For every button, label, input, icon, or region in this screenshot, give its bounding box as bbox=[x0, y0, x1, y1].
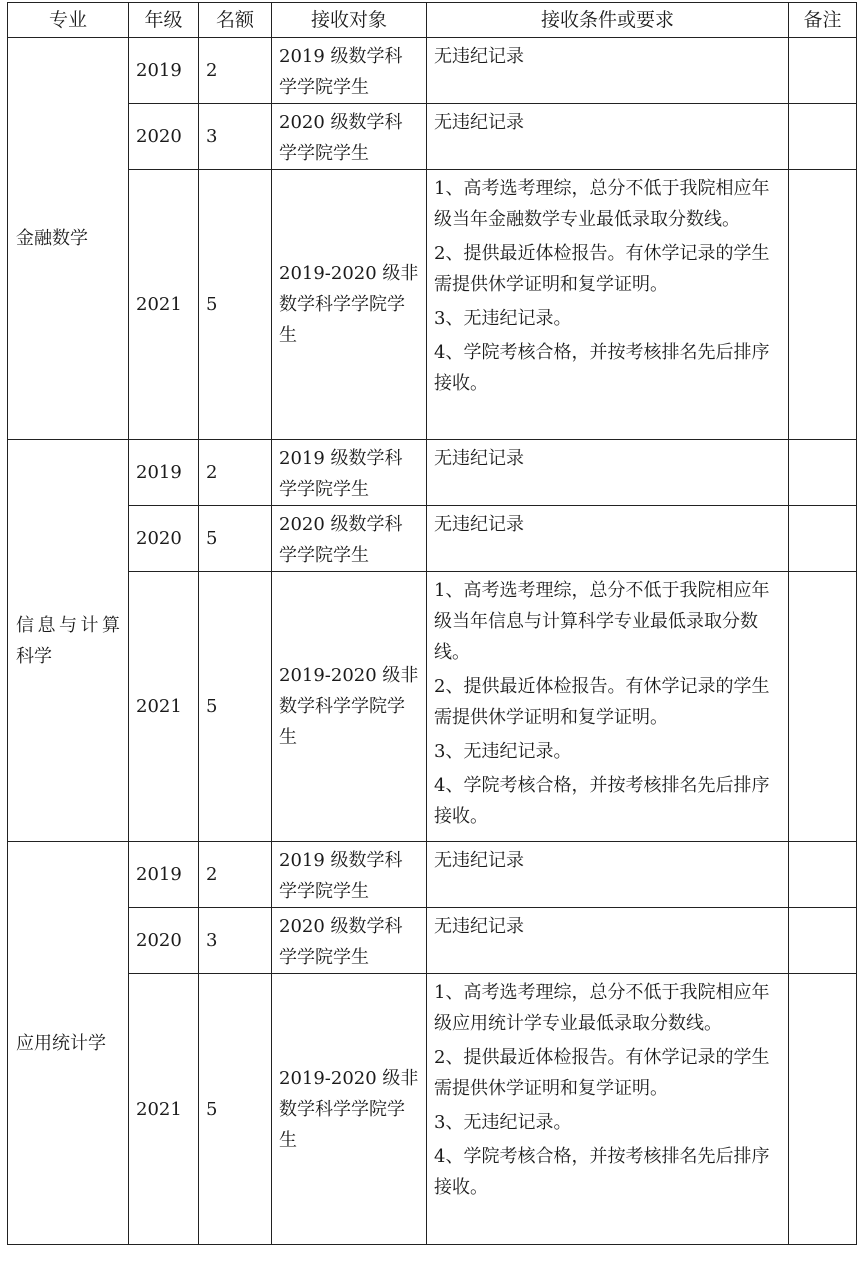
conditions-cell bbox=[427, 506, 789, 572]
conditions-cell bbox=[427, 842, 789, 908]
header-row bbox=[8, 3, 857, 38]
quota-cell: 3 bbox=[199, 104, 272, 170]
table-row bbox=[8, 908, 857, 974]
condition-item: 1、高考选考理综，总分不低于我院相应年级应用统计学专业最低录取分数线。 bbox=[434, 982, 770, 1034]
conditions-cell bbox=[427, 440, 789, 506]
target-cell: 2019 级数学科学学院学生 bbox=[272, 842, 427, 908]
admission-table bbox=[7, 2, 857, 1245]
target-cell: 2019 级数学科学学院学生 bbox=[272, 440, 427, 506]
major-cell: 金融数学 bbox=[8, 38, 129, 440]
header-target: 接收对象 bbox=[272, 3, 427, 38]
target-cell: 2019-2020 级非数学科学学院学生 bbox=[272, 974, 427, 1245]
conditions-cell bbox=[427, 908, 789, 974]
condition-item: 3、无违纪记录。 bbox=[434, 741, 572, 762]
table-body bbox=[8, 38, 857, 1245]
remark-cell bbox=[789, 572, 857, 842]
header-remarks: 备注 bbox=[789, 3, 857, 38]
condition-item: 无违纪记录 bbox=[434, 46, 524, 67]
condition-item: 无违纪记录 bbox=[434, 112, 524, 133]
target-cell: 2020 级数学科学学院学生 bbox=[272, 908, 427, 974]
condition-item: 2、提供最近体检报告。有休学记录的学生需提供休学证明和复学证明。 bbox=[434, 676, 770, 728]
grade-cell: 2021 bbox=[129, 974, 199, 1245]
condition-item: 4、学院考核合格，并按考核排名先后排序接收。 bbox=[434, 342, 770, 394]
condition-item: 无违纪记录 bbox=[434, 448, 524, 469]
target-cell: 2019-2020 级非数学科学学院学生 bbox=[272, 572, 427, 842]
grade-cell: 2021 bbox=[129, 170, 199, 440]
condition-item: 3、无违纪记录。 bbox=[434, 308, 572, 329]
major-cell: 信息与计算科学 bbox=[8, 440, 129, 842]
quota-cell: 5 bbox=[199, 572, 272, 842]
header-grade: 年级 bbox=[129, 3, 199, 38]
remark-cell bbox=[789, 974, 857, 1245]
grade-cell: 2020 bbox=[129, 908, 199, 974]
grade-cell: 2019 bbox=[129, 440, 199, 506]
remark-cell bbox=[789, 38, 857, 104]
remark-cell bbox=[789, 170, 857, 440]
condition-item: 1、高考选考理综，总分不低于我院相应年级当年信息与计算科学专业最低录取分数线。 bbox=[434, 580, 770, 663]
header-conditions: 接收条件或要求 bbox=[427, 3, 789, 38]
quota-cell: 2 bbox=[199, 842, 272, 908]
target-cell: 2020 级数学科学学院学生 bbox=[272, 506, 427, 572]
condition-item: 1、高考选考理综，总分不低于我院相应年级当年金融数学专业最低录取分数线。 bbox=[434, 178, 770, 230]
condition-item: 4、学院考核合格，并按考核排名先后排序接收。 bbox=[434, 1146, 770, 1198]
target-cell: 2019 级数学科学学院学生 bbox=[272, 38, 427, 104]
conditions-cell bbox=[427, 572, 789, 842]
remark-cell bbox=[789, 908, 857, 974]
quota-cell: 2 bbox=[199, 440, 272, 506]
condition-item: 2、提供最近体检报告。有休学记录的学生需提供休学证明和复学证明。 bbox=[434, 243, 770, 295]
condition-item: 无违纪记录 bbox=[434, 514, 524, 535]
conditions-cell bbox=[427, 104, 789, 170]
condition-item: 无违纪记录 bbox=[434, 850, 524, 871]
conditions-cell bbox=[427, 974, 789, 1245]
conditions-cell bbox=[427, 38, 789, 104]
condition-item: 3、无违纪记录。 bbox=[434, 1112, 572, 1133]
grade-cell: 2020 bbox=[129, 104, 199, 170]
table-row bbox=[8, 506, 857, 572]
header-quota: 名额 bbox=[199, 3, 272, 38]
table-row bbox=[8, 440, 857, 506]
table-row bbox=[8, 842, 857, 908]
quota-cell: 5 bbox=[199, 506, 272, 572]
condition-item: 无违纪记录 bbox=[434, 916, 524, 937]
quota-cell: 2 bbox=[199, 38, 272, 104]
header-major: 专业 bbox=[8, 3, 129, 38]
remark-cell bbox=[789, 440, 857, 506]
grade-cell: 2019 bbox=[129, 38, 199, 104]
condition-item: 2、提供最近体检报告。有休学记录的学生需提供休学证明和复学证明。 bbox=[434, 1047, 770, 1099]
major-cell: 应用统计学 bbox=[8, 842, 129, 1245]
table-row bbox=[8, 974, 857, 1245]
quota-cell: 5 bbox=[199, 170, 272, 440]
remark-cell bbox=[789, 842, 857, 908]
quota-cell: 3 bbox=[199, 908, 272, 974]
target-cell: 2019-2020 级非数学科学学院学生 bbox=[272, 170, 427, 440]
condition-item: 4、学院考核合格，并按考核排名先后排序接收。 bbox=[434, 775, 770, 827]
remark-cell bbox=[789, 104, 857, 170]
grade-cell: 2021 bbox=[129, 572, 199, 842]
quota-cell: 5 bbox=[199, 974, 272, 1245]
table-row bbox=[8, 104, 857, 170]
grade-cell: 2020 bbox=[129, 506, 199, 572]
conditions-cell bbox=[427, 170, 789, 440]
table-row bbox=[8, 170, 857, 440]
table-row bbox=[8, 38, 857, 104]
grade-cell: 2019 bbox=[129, 842, 199, 908]
target-cell: 2020 级数学科学学院学生 bbox=[272, 104, 427, 170]
table-row bbox=[8, 572, 857, 842]
remark-cell bbox=[789, 506, 857, 572]
